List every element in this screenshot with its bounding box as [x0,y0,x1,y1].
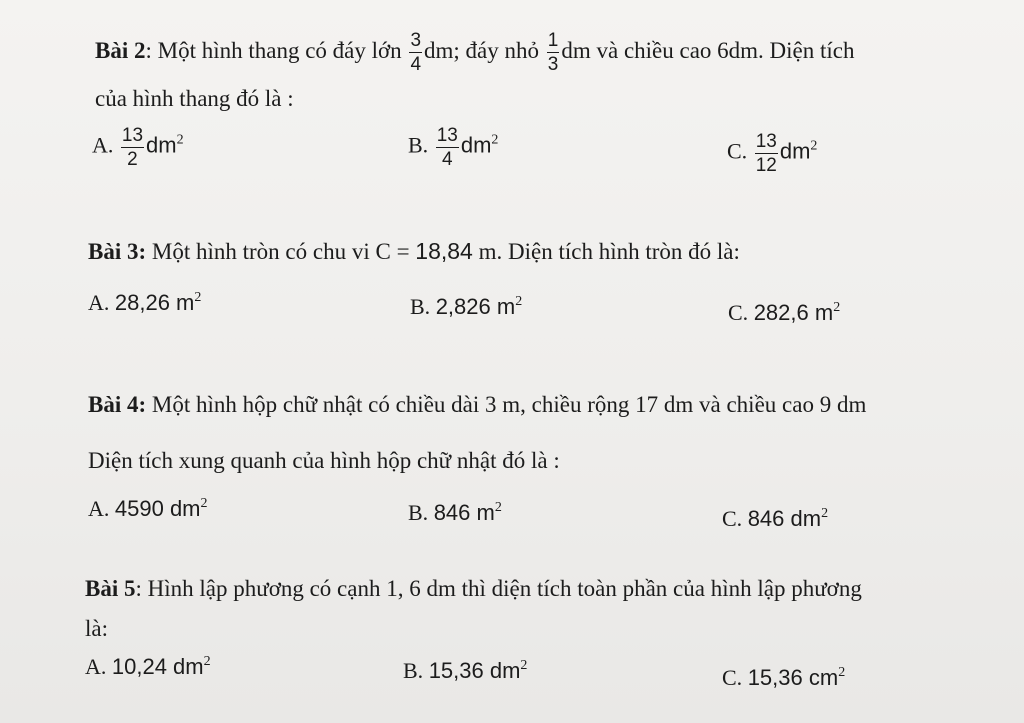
problem-4-label: Bài 4: [88,392,147,417]
problem-2-option-c: C. $\frac{13}{12}$ $dm^2$ [727,131,818,176]
problem-2-text-a: : Một hình thang có đáy lớn [145,37,402,63]
problem-3-option-b: B. 2,826 $m^2$ [410,294,523,319]
option-b-fraction: $\frac{13}{4}$ [436,125,458,170]
problem-5-option-c: C. 15,36 $cm^2$ [722,665,846,690]
problem-4-line-1 [88,393,866,416]
problem-4-text-1: Một hình hộp chữ nhật có chiều dài 3 m, chiều rộng 17 dm và chiều cao 9 dm [151,392,867,417]
circumference-value: 18,84 [415,238,473,264]
problem-2-text-b: dm; đáy nhỏ [424,37,540,63]
problem-3-line-1 [88,240,740,263]
problem-2-line-1 [95,31,855,74]
problem-5-text-1: : Hình lập phương có cạnh 1, 6 dm thì diện tích toàn phần của hình lập phương [135,576,862,601]
small-base-fraction: $\frac{1}{3}$ [547,30,559,75]
problem-2-text-c: dm và chiều cao 6dm. Diện tích [561,37,855,63]
big-base-fraction: $\frac{3}{4}$ [410,30,422,75]
problem-3-text-a: Một hình tròn có chu vi C = [151,239,410,264]
problem-4-option-c: C. 846 $dm^2$ [722,506,829,531]
problem-3-option-c: C. 282,6 $m^2$ [728,300,841,325]
problem-2-option-a: A. $\frac{13}{2}$ $dm^2$ [92,125,184,170]
problem-4-option-a: A. 4590 $dm^2$ [88,496,208,521]
problem-3-option-a: A. 28,26 $m^2$ [88,290,202,315]
problem-4-line-2: Diện tích xung quanh của hình hộp chữ nhật đó là : [88,448,560,473]
problem-5-line-1 [85,577,862,600]
problem-2-line-2: của hình thang đó là : [95,86,294,111]
problem-2-label: Bài 2 [95,37,146,63]
problem-3-text-b: m. Diện tích hình tròn đó là: [478,239,740,264]
problem-5-option-a: A. 10,24 $dm^2$ [85,654,211,679]
option-a-fraction: $\frac{13}{2}$ [121,125,144,170]
problem-5-line-2: là: [85,616,108,641]
problem-5-option-b: B. 15,36 $dm^2$ [403,658,528,683]
problem-3-label: Bài 3: [88,239,147,264]
problem-5-label: Bài 5 [85,576,136,601]
option-c-fraction: $\frac{13}{12}$ [755,131,777,176]
problem-4-option-b: B. 846 $m^2$ [408,500,502,525]
problem-2-option-b: B. $\frac{13}{4}$ $dm^2$ [408,125,499,170]
